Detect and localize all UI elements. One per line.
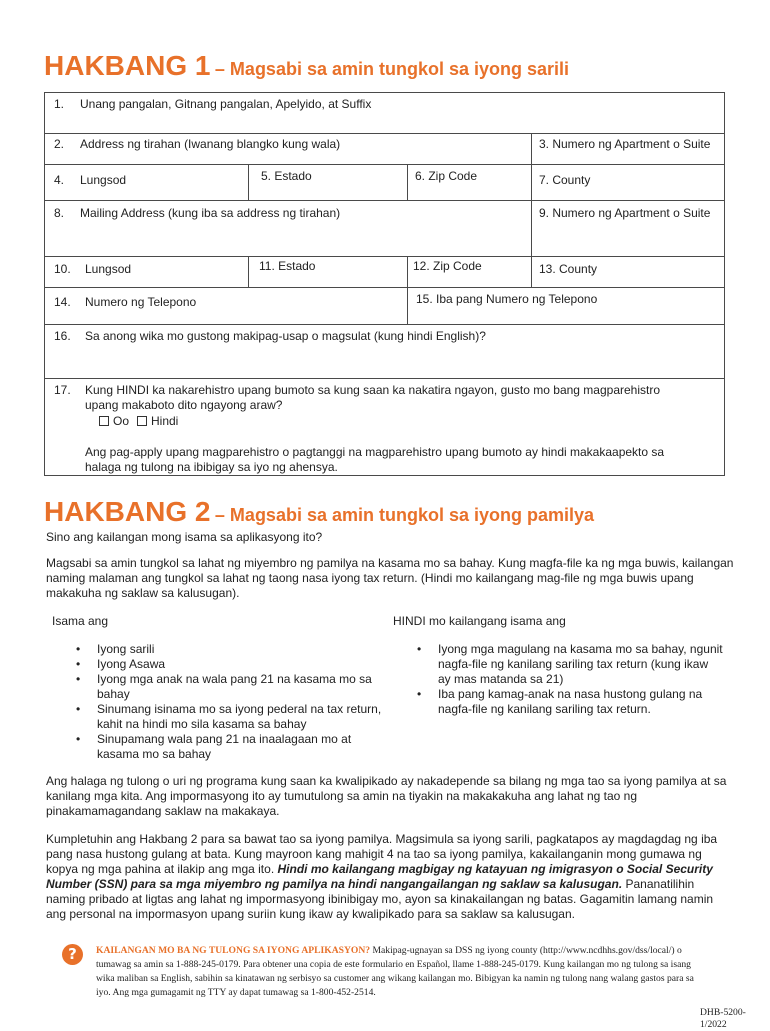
question-mark-icon: ? — [62, 944, 83, 965]
checkbox-yes[interactable] — [99, 416, 109, 426]
field-label: Unang pangalan, Gitnang pangalan, Apelyido, at Suffix — [80, 97, 372, 111]
step1-heading — [44, 50, 569, 82]
voter-option-no[interactable] — [137, 414, 178, 428]
voter-question-line1: Kung HINDI ka nakarehistro upang bumoto sa kung saan ka nakatira ngayon, gusto mo bang magparehistro — [85, 383, 661, 397]
list-item: • Iyong Asawa — [52, 657, 387, 672]
list-item: • Iba pang kamag-anak na nasa hustong gulang na nagfa-file ng kanilang sariling tax return. — [393, 687, 723, 717]
field-label: 7. County — [539, 173, 591, 187]
field-number: 17. — [54, 383, 71, 397]
voter-option-yes[interactable] — [99, 414, 129, 428]
field-label: 6. Zip Code — [415, 169, 478, 183]
field-number: 14. — [54, 295, 71, 309]
field-county[interactable] — [531, 164, 725, 201]
list-item: • Iyong sarili — [52, 642, 387, 657]
field-mailing-address[interactable] — [44, 200, 532, 257]
field-number: 2. — [54, 137, 65, 151]
field-label: 5. Estado — [261, 169, 312, 183]
list-item: • Iyong mga magulang na kasama mo sa bahay, ngunit nagfa-file ng kanilang sariling tax return (kung ikaw ay mas matanda sa 21) — [393, 642, 723, 687]
field-full-name[interactable] — [44, 92, 725, 134]
step2-heading — [44, 496, 594, 528]
step2-para2 — [46, 832, 736, 922]
form-code-line2: 1/2022 — [700, 1019, 727, 1030]
form-code-line1: DHB-5200- — [700, 1007, 746, 1018]
field-city[interactable] — [44, 164, 249, 201]
field-mailing-zip[interactable] — [407, 256, 532, 288]
field-label: 3. Numero ng Apartment o Suite — [539, 137, 711, 151]
step1-subtitle: – Magsabi sa amin tungkol sa iyong sarili — [214, 59, 570, 79]
para2-bold-notice: Hindi mo kailangang magbigay ng katayuan ng imigrasyon o Social Security Number (SSN) para sa mga miyembro ng pamilya na hindi nangangailangan ng saklaw sa kalusugan. — [46, 862, 713, 891]
form-code — [700, 1007, 746, 1031]
voter-note-line2: halaga ng tulong na ibibigay sa iyo ng ahensya. — [85, 460, 338, 474]
para2-text-b: Pananatilihin naming pribado at ligtas ang lahat ng impormasyong ibinibigay mo, ayon sa kinakailangan ng batas. Gagamitin lamang namin ang personal na impormasyon upang suriin kung ikaw ay kwalipikado para sa saklaw sa kalusugan. — [46, 877, 714, 921]
help-highlight: KAILANGAN MO BA NG TULONG SA IYONG APLIKASYON? — [96, 945, 371, 956]
field-label: 15. Iba pang Numero ng Telepono — [416, 292, 598, 306]
field-label: Lungsod — [85, 262, 132, 276]
step2-subtitle: – Magsabi sa amin tungkol sa iyong pamilya — [214, 505, 595, 525]
field-label: Mailing Address (kung iba sa address ng tirahan) — [80, 206, 341, 220]
option-yes-label: Oo — [113, 414, 130, 428]
step2-intro: Magsabi sa amin tungkol sa lahat ng miyembro ng pamilya na kasama mo sa bahay. Kung magfa-file ka ng mga buwis, kailangan naming malaman ang tungkol sa lahat ng taong nasa iyong tax return. (Hindi mo kailangang mag-file ng mga buwis upang makakuha ng saklaw sa kalusugan). — [46, 556, 734, 600]
field-language[interactable] — [44, 324, 725, 379]
field-label: Address ng tirahan (Iwanang blangko kung wala) — [80, 137, 341, 151]
field-label: 11. Estado — [259, 259, 316, 273]
field-mailing-apartment[interactable] — [531, 200, 725, 257]
voter-note-line1: Ang pag-apply upang magparehistro o pagtanggi na magparehistro upang bumoto ay hindi makakaapekto sa — [85, 445, 665, 459]
help-footer — [96, 944, 702, 1000]
field-state[interactable] — [248, 164, 408, 201]
para2-text-a: Kumpletuhin ang Hakbang 2 para sa bawat tao sa iyong pamilya. Magsimula sa iyong sarili, pagkatapos ay magdagdag ng iba pang nasa hustong gulang at bata. Kung mayroon kang mahigit 4 na tao sa iyong pamilya, kakailanganin mong gumawa ng kopya ng mga pahina at ilakip ang mga ito. — [46, 832, 718, 876]
voter-registration-section — [44, 378, 725, 476]
field-home-address[interactable] — [44, 133, 532, 165]
field-mailing-city[interactable] — [44, 256, 249, 288]
include-list — [52, 642, 387, 762]
field-number: 8. — [54, 206, 65, 220]
field-zip[interactable] — [407, 164, 532, 201]
include-title: Isama ang — [52, 614, 109, 628]
voter-question-line2: upang makaboto dito ngayong araw? — [85, 398, 283, 412]
step2-para1: Ang halaga ng tulong o uri ng programa kung saan ka kwalipikado ay nakadepende sa bilang ng mga tao sa iyong pamilya at sa kanilang mga kita. Ang impormasyong ito ay tumutulong sa amin na tiyakin na makakakuha ang lahat ng tao ng pinakamamagandang saklaw na makakaya. — [46, 774, 727, 818]
step2-title: HAKBANG 2 — [44, 496, 211, 527]
field-mailing-state[interactable] — [248, 256, 408, 288]
help-text: Makipag-ugnayan sa DSS ng iyong county (http://www.ncdhhs.gov/dss/local/) o tumawag sa amin sa 1-888-245-0179. Para obtener una copia de este formulario en Español, llame 1-888-245-0179. Kung kailangan mo ng tulong sa isang wika maliban sa English, sabihin sa kinatawan ng serbisyo sa customer ang wikang kailangan mo. Bibigyan ka namin ng tulong nang walang gastos para sa iyo. Ang mga gumagamit ng TTY ay dapat tumawag sa 1-800-452-2514. — [96, 945, 694, 998]
exclude-list — [393, 642, 723, 717]
field-label: 12. Zip Code — [413, 259, 482, 273]
option-no-label: Hindi — [151, 414, 179, 428]
field-label: 13. County — [539, 262, 598, 276]
step2-question: Sino ang kailangan mong isama sa aplikasyong ito? — [46, 530, 323, 544]
field-number: 16. — [54, 329, 71, 343]
field-label: Lungsod — [80, 173, 127, 187]
field-apartment[interactable] — [531, 133, 725, 165]
checkbox-no[interactable] — [137, 416, 147, 426]
field-label: Sa anong wika mo gustong makipag-usap o magsulat (kung hindi English)? — [85, 329, 486, 343]
field-number: 4. — [54, 173, 65, 187]
field-number: 1. — [54, 97, 65, 111]
field-label: 9. Numero ng Apartment o Suite — [539, 206, 711, 220]
step1-title: HAKBANG 1 — [44, 50, 211, 81]
list-item: • Iyong mga anak na wala pang 21 na kasama mo sa bahay — [52, 672, 387, 702]
field-phone[interactable] — [44, 287, 408, 325]
field-other-phone[interactable] — [407, 287, 725, 325]
list-item: • Sinupamang wala pang 21 na inaalagaan mo at kasama mo sa bahay — [52, 732, 387, 762]
field-label: Numero ng Telepono — [85, 295, 197, 309]
exclude-title: HINDI mo kailangang isama ang — [393, 614, 566, 628]
list-item: • Sinumang isinama mo sa iyong pederal na tax return, kahit na hindi mo sila kasama sa bahay — [52, 702, 387, 732]
field-number: 10. — [54, 262, 71, 276]
field-mailing-county[interactable] — [531, 256, 725, 288]
